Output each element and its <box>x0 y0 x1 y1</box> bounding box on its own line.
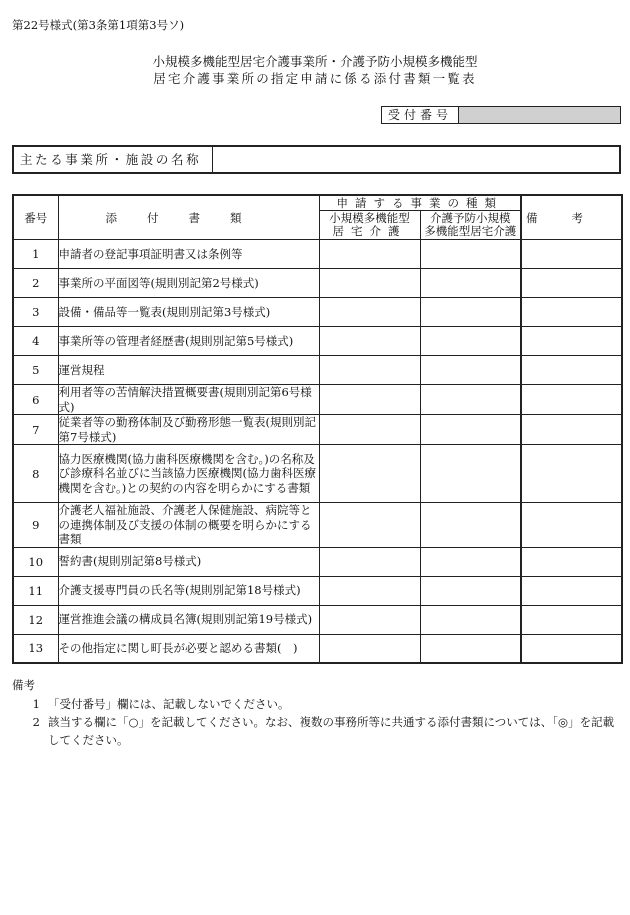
row-document: 事業所の平面図等(規則別記第2号様式) <box>58 269 319 298</box>
table-row <box>13 547 622 576</box>
row-check-preventive[interactable] <box>420 445 521 503</box>
attachment-table <box>12 194 623 664</box>
note-item <box>12 713 624 749</box>
row-remarks[interactable] <box>521 576 622 605</box>
header-number: 番号 <box>13 195 58 240</box>
note-number: 2 <box>32 715 40 729</box>
row-check-small-scale[interactable] <box>319 298 420 327</box>
row-check-small-scale[interactable] <box>319 605 420 634</box>
row-remarks[interactable] <box>521 445 622 503</box>
table-row <box>13 445 622 503</box>
row-check-small-scale[interactable] <box>319 327 420 356</box>
page-title <box>0 53 630 87</box>
note-text: 「受付番号」欄には、記載しないでください。 <box>48 697 290 711</box>
row-remarks[interactable] <box>521 547 622 576</box>
header-kind-preventive <box>420 211 521 240</box>
header-remarks: 備考 <box>521 195 622 240</box>
row-check-small-scale[interactable] <box>319 576 420 605</box>
table-row <box>13 327 622 356</box>
table-row <box>13 605 622 634</box>
row-check-preventive[interactable] <box>420 547 521 576</box>
row-document: 申請者の登記事項証明書又は条例等 <box>58 240 319 269</box>
table-row <box>13 356 622 385</box>
row-document: 運営推進会議の構成員名簿(規則別記第19号様式) <box>58 605 319 634</box>
row-check-preventive[interactable] <box>420 240 521 269</box>
row-number: 12 <box>13 605 58 634</box>
note-item <box>12 695 624 713</box>
row-number: 10 <box>13 547 58 576</box>
row-remarks[interactable] <box>521 298 622 327</box>
row-check-small-scale[interactable] <box>319 445 420 503</box>
table-row <box>13 269 622 298</box>
row-number: 13 <box>13 634 58 663</box>
row-check-preventive[interactable] <box>420 269 521 298</box>
row-number: 11 <box>13 576 58 605</box>
row-number: 1 <box>13 240 58 269</box>
row-number: 4 <box>13 327 58 356</box>
row-document: 設備・備品等一覧表(規則別記第3号様式) <box>58 298 319 327</box>
header-kind-a-line2: 居宅介護 <box>332 224 407 238</box>
notes-heading: 備考 <box>12 678 35 692</box>
row-number: 2 <box>13 269 58 298</box>
receipt-number-box <box>381 106 621 124</box>
row-remarks[interactable] <box>521 356 622 385</box>
row-check-preventive[interactable] <box>420 503 521 548</box>
row-check-small-scale[interactable] <box>319 269 420 298</box>
header-kind-small-scale <box>319 211 420 240</box>
row-document: 介護老人福祉施設、介護老人保健施設、病院等との連携体制及び支援の体制の概要を明らかにする書類 <box>58 503 319 548</box>
form-number: 第22号様式(第3条第1項第3号ソ) <box>12 18 185 32</box>
row-number: 8 <box>13 445 58 503</box>
row-check-preventive[interactable] <box>420 605 521 634</box>
row-remarks[interactable] <box>521 385 622 415</box>
row-remarks[interactable] <box>521 503 622 548</box>
note-text: 該当する欄に「○」を記載してください。なお、複数の事務所等に共通する添付書類については、「◎」を記載してください。 <box>48 715 615 747</box>
row-remarks[interactable] <box>521 327 622 356</box>
row-check-small-scale[interactable] <box>319 240 420 269</box>
table-row <box>13 415 622 445</box>
header-kind-b-line1: 介護予防小規模 <box>430 211 511 225</box>
row-number: 9 <box>13 503 58 548</box>
header-documents: 添付書類 <box>58 195 319 240</box>
row-check-preventive[interactable] <box>420 634 521 663</box>
row-document: その他指定に関し町長が必要と認める書類( ) <box>58 634 319 663</box>
row-check-preventive[interactable] <box>420 385 521 415</box>
row-check-small-scale[interactable] <box>319 385 420 415</box>
note-number: 1 <box>32 697 40 711</box>
row-check-preventive[interactable] <box>420 415 521 445</box>
row-remarks[interactable] <box>521 605 622 634</box>
facility-name-field[interactable] <box>213 147 619 172</box>
row-check-small-scale[interactable] <box>319 547 420 576</box>
table-row <box>13 576 622 605</box>
row-document: 利用者等の苦情解決措置概要書(規則別記第6号様式) <box>58 385 319 415</box>
row-number: 7 <box>13 415 58 445</box>
row-number: 5 <box>13 356 58 385</box>
row-remarks[interactable] <box>521 634 622 663</box>
facility-name-label: 主たる事業所・施設の名称 <box>14 147 213 172</box>
receipt-number-label: 受付番号 <box>382 107 459 123</box>
table-row <box>13 503 622 548</box>
receipt-number-field[interactable] <box>459 107 620 123</box>
row-remarks[interactable] <box>521 240 622 269</box>
table-row <box>13 385 622 415</box>
remarks-notes <box>12 676 624 749</box>
row-check-preventive[interactable] <box>420 576 521 605</box>
row-check-preventive[interactable] <box>420 356 521 385</box>
row-remarks[interactable] <box>521 415 622 445</box>
row-check-small-scale[interactable] <box>319 503 420 548</box>
header-kind-a-line1: 小規模多機能型 <box>329 211 410 225</box>
table-row <box>13 240 622 269</box>
facility-name-box <box>12 145 621 174</box>
row-number: 3 <box>13 298 58 327</box>
table-row <box>13 298 622 327</box>
title-line-1: 小規模多機能型居宅介護事業所・介護予防小規模多機能型 <box>152 54 478 69</box>
row-number: 6 <box>13 385 58 415</box>
row-document: 事業所等の管理者経歴書(規則別記第5号様式) <box>58 327 319 356</box>
row-document: 誓約書(規則別記第8号様式) <box>58 547 319 576</box>
row-document: 運営規程 <box>58 356 319 385</box>
title-line-2: 居宅介護事業所の指定申請に係る添付書類一覧表 <box>153 71 477 86</box>
row-remarks[interactable] <box>521 269 622 298</box>
row-check-small-scale[interactable] <box>319 356 420 385</box>
row-check-preventive[interactable] <box>420 298 521 327</box>
row-document: 介護支援専門員の氏名等(規則別記第18号様式) <box>58 576 319 605</box>
header-kind-b-line2: 多機能型居宅介護 <box>424 224 517 238</box>
row-document: 協力医療機関(協力歯科医療機関を含む。)の名称及び診療科名並びに当該協力医療機関(協力歯科医療機関を含む。)との契約の内容を明らかにする書類 <box>58 445 319 503</box>
table-row <box>13 634 622 663</box>
header-application-kind: 申請する事業の種類 <box>319 195 521 211</box>
row-check-preventive[interactable] <box>420 327 521 356</box>
row-document: 従業者等の勤務体制及び勤務形態一覧表(規則別記第7号様式) <box>58 415 319 445</box>
row-check-small-scale[interactable] <box>319 634 420 663</box>
row-check-small-scale[interactable] <box>319 415 420 445</box>
